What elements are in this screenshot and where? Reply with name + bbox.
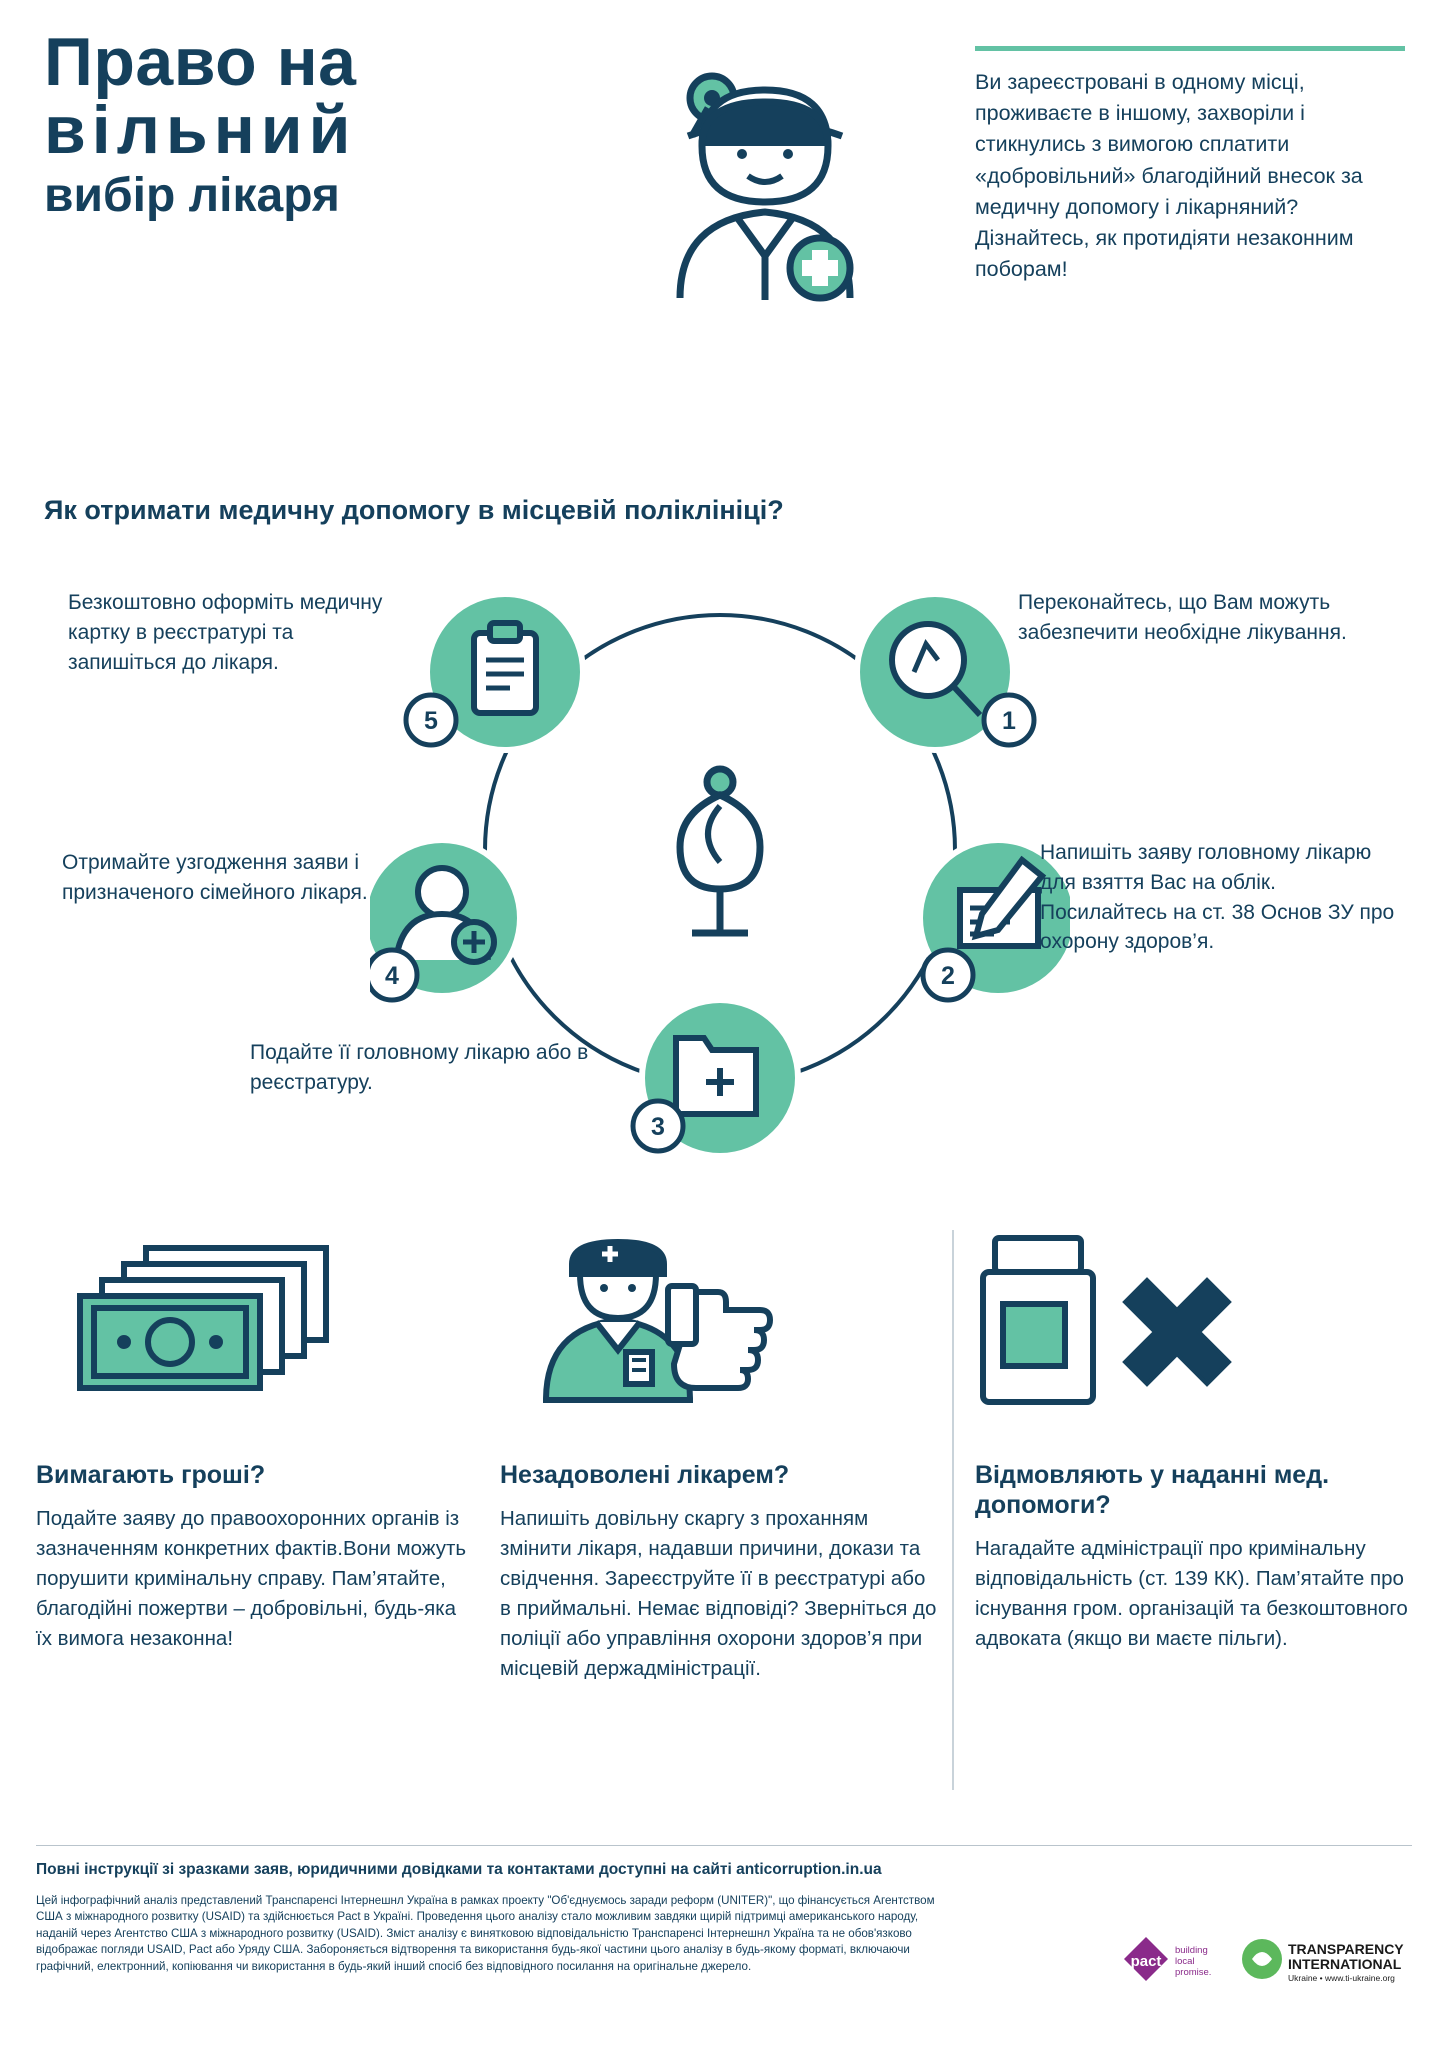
step-number-2: 2 — [941, 962, 955, 990]
svg-text:Ukraine • www.ti-ukraine.org: Ukraine • www.ti-ukraine.org — [1288, 1973, 1395, 1983]
svg-text:building: building — [1175, 1945, 1208, 1956]
footer — [0, 1845, 1448, 2048]
footer-divider — [36, 1845, 1412, 1846]
advice-title-money: Вимагають гроші? — [36, 1461, 266, 1489]
banknotes-icon — [36, 1230, 476, 1460]
intro-block — [975, 46, 1405, 285]
svg-text:INTERNATIONAL: INTERNATIONAL — [1288, 1956, 1402, 1972]
advice-body-money: Подайте заяву до правоохоронних органів із зазначенням конкретних фактів.Вони можуть порушити кримінальну справу. Пам’ятайте, благодійні пожертви – добровільні, будь-яка їх вимога незаконна! — [36, 1507, 467, 1650]
intro-text: Ви зареєстровані в одному місці, проживаєте в іншому, захворіли і стикнулись з вимогою сплатити «добровільний» благодійний внесок за медичну допомогу і лікарняний? Дізнайтесь, як протидіяти незаконним поборам! — [975, 70, 1363, 282]
step-text-4: Отримайте узгодження заяви і призначеного сімейного лікаря. — [62, 851, 368, 904]
page-title — [44, 24, 644, 223]
pill-bottle-with-cross-icon — [975, 1230, 1415, 1460]
advice-column-doctor — [500, 1230, 940, 1684]
transparency-international-logo — [1240, 1935, 1430, 1992]
footer-website-link[interactable]: anticorruption.in.ua — [736, 1861, 882, 1878]
header — [0, 0, 1448, 430]
title-line-2: вільний — [44, 92, 357, 168]
footer-lead — [36, 1861, 882, 1879]
step-number-3: 3 — [651, 1113, 665, 1141]
section-heading: Як отримати медичну допомогу в місцевій поліклініці? — [44, 495, 784, 525]
svg-text:TRANSPARENCY: TRANSPARENCY — [1288, 1941, 1404, 1957]
advice-column-money — [36, 1230, 476, 1654]
svg-text:local: local — [1175, 1956, 1195, 1967]
step-text-3: Подайте її головному лікарю або в реєстратуру. — [250, 1041, 589, 1094]
pact-logo — [1120, 1933, 1230, 1994]
step-number-1: 1 — [1002, 707, 1016, 735]
advice-column-refusal — [975, 1230, 1415, 1654]
footer-logos — [1120, 1933, 1420, 2003]
title-line-1: Право на — [44, 24, 357, 100]
step-number-5: 5 — [424, 707, 438, 735]
step-text-5: Безкоштовно оформіть медичну картку в реєстратурі та запишіться до лікаря. — [68, 591, 383, 674]
svg-text:promise.: promise. — [1175, 1967, 1212, 1978]
svg-text:pact: pact — [1130, 1953, 1162, 1970]
advice-body-doctor: Напишіть довільну скаргу з проханням змінити лікаря, надавши причини, докази та свідчення. Зареєструйте її в реєстратурі або в приймальні. Немає відповіді? Зверніться до поліції або управління охорони здоров’я при місцевій держадміністрації. — [500, 1507, 937, 1680]
step-number-4: 4 — [385, 962, 399, 990]
title-line-3: вибір лікаря — [44, 169, 340, 222]
footer-lead-text: Повні інструкції зі зразками заяв, юридичними довідками та контактами доступні на сайті — [36, 1861, 732, 1878]
step-text-2: Напишіть заяву головному лікарю для взяття Вас на облік. Посилайтесь на ст. 38 Основ ЗУ про охорону здоров’я. — [1040, 841, 1395, 954]
advice-columns — [0, 1230, 1448, 1820]
step-text-1: Переконайтесь, що Вам можуть забезпечити необхідне лікування. — [1018, 591, 1347, 644]
footer-disclaimer: Цей інфографічний аналіз представлений Транспаренсі Інтернешнл Україна в рамках проекту "Об'єднуємось заради реформ (UNITER)", що фінансується Агентством США з міжнародного розвитку (USAID) та здійснюється Pact в Україні. Проведення цього аналізу стало можливим завдяки щирій підтримці американського народу, наданій через Агентство США з міжнародного розвитку (USAID). Зміст аналізу є винятковою відповідальністю Транспаренсі Інтернешнл Україна та не обов'язково відображає погляди USAID, Pact або Уряду США. Забороняється відтворення та використання будь-якої частини цього аналізу в будь-якому форматі, включаючи графічний, електронний, копіювання чи використання в будь-який інший спосіб без відповідного посилання на оригінальне джерело. — [36, 1894, 935, 1973]
advice-title-refusal: Відмовляють у наданні мед. допомоги? — [975, 1461, 1330, 1519]
intro-accent-rule — [975, 46, 1405, 51]
advice-title-doctor: Незадоволені лікарем? — [500, 1461, 790, 1489]
doctor-with-head-mirror-icon — [640, 50, 890, 310]
advice-body-refusal: Нагадайте адміністрації про кримінальну відповідальність (ст. 139 КК). Пам’ятайте про існування гром. організацій та безкоштовного адвоката (якщо ви маєте пільги). — [975, 1537, 1408, 1650]
doctor-thumbs-down-icon — [500, 1230, 940, 1460]
